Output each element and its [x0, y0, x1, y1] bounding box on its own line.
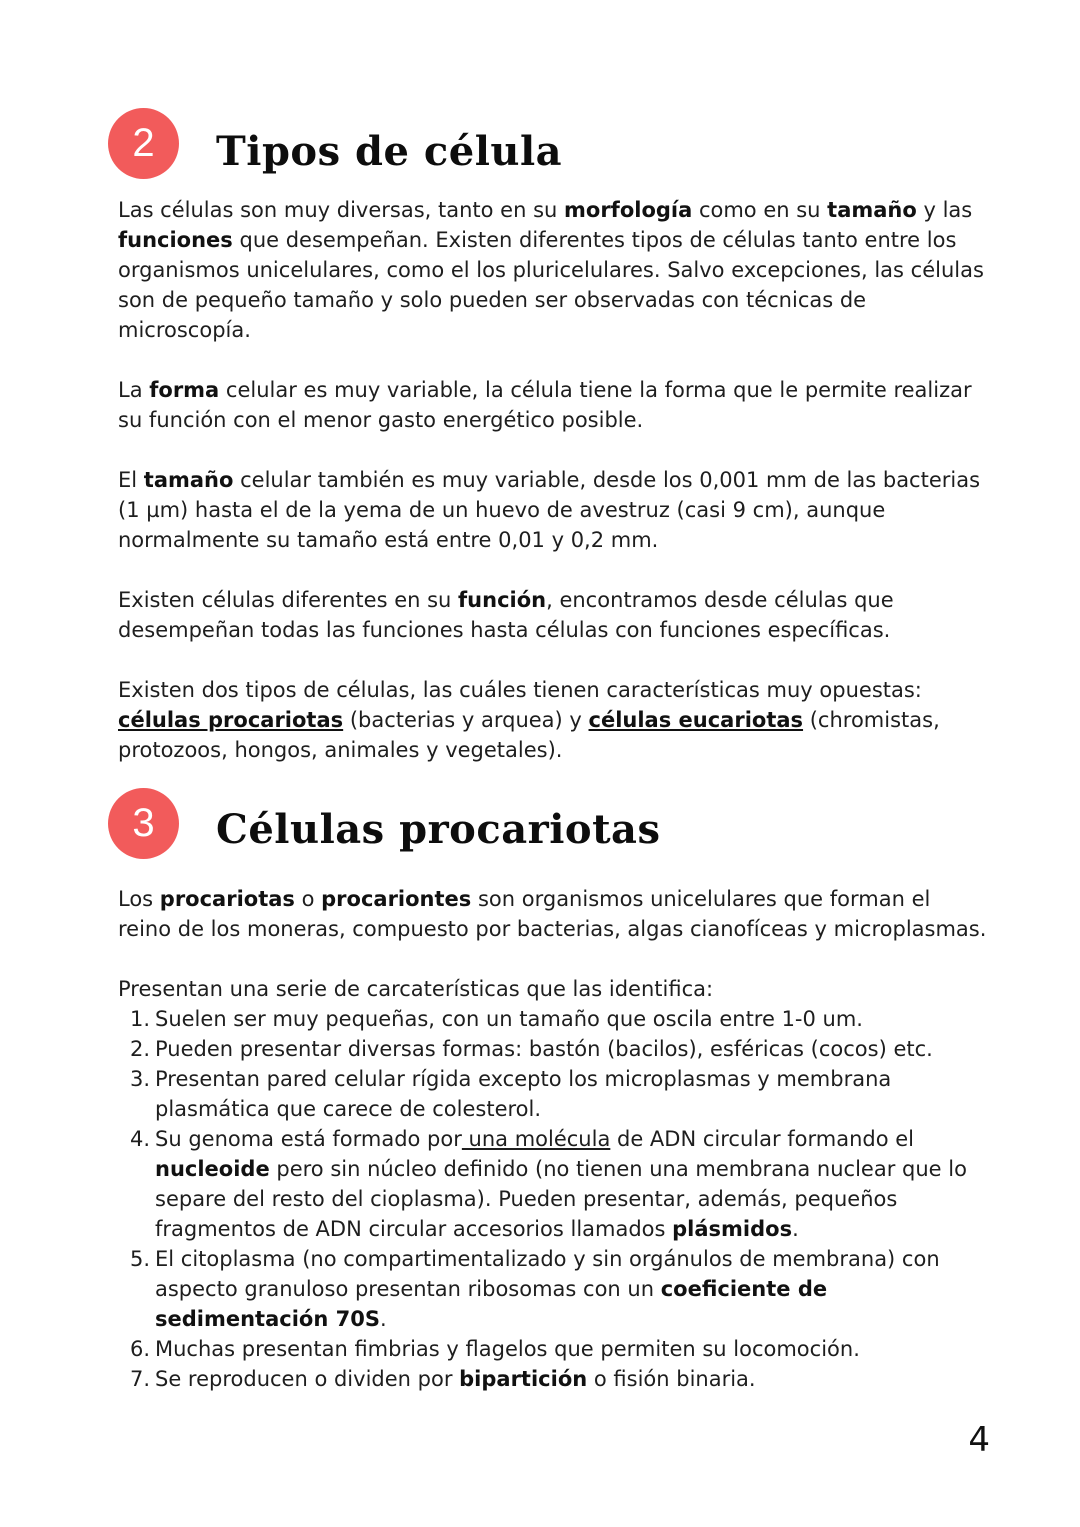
text-run: , encontramos desde células que desempeñan todas las funciones hasta células con funciones específicas.: [118, 588, 894, 642]
section-3-body: [118, 884, 988, 1394]
paragraph: [118, 465, 998, 555]
section-2-body: [118, 195, 998, 765]
section-number-badge: 3: [108, 788, 179, 859]
page-number: 4: [968, 1420, 990, 1460]
list-item: [118, 1064, 988, 1124]
text-run: como en su: [692, 198, 828, 222]
list-item-number: 3.: [130, 1067, 151, 1091]
paragraph: [118, 195, 998, 345]
bold-term: coeficiente de sedimentación 70S: [155, 1277, 828, 1331]
list-item: [118, 1244, 988, 1334]
text-run: Las células son muy diversas, tanto en su: [118, 198, 565, 222]
list-item-number: 7.: [130, 1367, 151, 1391]
bold-term: procariontes: [321, 887, 472, 911]
bold-term: forma: [149, 378, 220, 402]
bold-term: tamaño: [143, 468, 234, 492]
section-title: Tipos de célula: [216, 128, 563, 175]
text-run: Se reproducen o dividen por: [155, 1367, 460, 1391]
paragraph: [118, 884, 988, 944]
text-run: celular también es muy variable, desde los 0,001 mm de las bacterias (1 µm) hasta el de la yema de un huevo de avestruz (casi 9 cm), aunque normalmente su tamaño está entre 0,01 y 0,2 mm.: [118, 468, 981, 552]
text-run: de ADN circular formando el: [610, 1127, 915, 1151]
text-run: o: [294, 887, 322, 911]
text-run: y las: [916, 198, 973, 222]
section-title: Células procariotas: [216, 806, 661, 853]
text-run: Existen células diferentes en su: [118, 588, 459, 612]
text-run: celular es muy variable, la célula tiene la forma que le permite realizar su función con el menor gasto energético posible.: [118, 378, 972, 432]
paragraph: [118, 675, 998, 765]
characteristics-list: [118, 1004, 988, 1394]
text-run: (bacterias y arquea) y: [343, 708, 589, 732]
text-run: Su genoma está formado por: [155, 1127, 462, 1151]
paragraph: [118, 585, 998, 645]
list-item: [118, 1334, 988, 1364]
list-item-number: 5.: [130, 1247, 151, 1271]
text-run: Existen dos tipos de células, las cuáles tienen características muy opuestas:: [118, 678, 922, 702]
list-item-number: 1.: [130, 1007, 151, 1031]
text-run: .: [379, 1307, 387, 1331]
underlined-term: una molécula: [461, 1127, 611, 1151]
list-intro: Presentan una serie de carcaterísticas que las identifica:: [118, 977, 714, 1001]
list-item-number: 4.: [130, 1127, 151, 1151]
bold-term: bipartición: [459, 1367, 588, 1391]
text-run: Presentan pared celular rígida excepto los microplasmas y membrana plasmática que carece de colesterol.: [155, 1067, 892, 1121]
list-item-number: 2.: [130, 1037, 151, 1061]
bold-term: nucleoide: [155, 1157, 270, 1181]
list-item: [118, 1004, 988, 1034]
text-run: (chromistas, protozoos, hongos, animales y vegetales).: [118, 708, 940, 762]
list-item: [118, 1124, 988, 1244]
text-run: Pueden presentar diversas formas: bastón (bacilos), esféricas (cocos) etc.: [155, 1037, 933, 1061]
bold-term: procariotas: [159, 887, 295, 911]
bold-term: plásmidos: [672, 1217, 793, 1241]
text-run: son organismos unicelulares que forman el reino de los moneras, compuesto por bacterias, algas cianofíceas y microplasmas.: [118, 887, 987, 941]
underlined-term: células procariotas: [118, 708, 344, 732]
text-run: que desempeñan. Existen diferentes tipos de células tanto entre los organismos unicelulares, como el los pluricelulares. Salvo excepciones, las células son de pequeño tamaño y solo pueden ser observadas con técnicas de microscopía.: [118, 228, 984, 342]
section-number-badge: 2: [108, 108, 179, 179]
text-run: Muchas presentan fimbrias y flagelos que permiten su locomoción.: [155, 1337, 860, 1361]
bold-term: función: [458, 588, 547, 612]
paragraph: [118, 375, 998, 435]
text-run: pero sin núcleo definido (no tienen una membrana nuclear que lo separe del resto del cioplasma). Pueden presentar, además, pequeños fragmentos de ADN circular accesorios llamados: [155, 1157, 967, 1241]
text-run: El citoplasma (no compartimentalizado y sin orgánulos de membrana) con aspecto granuloso presentan ribosomas con un: [155, 1247, 940, 1301]
bold-term: funciones: [118, 228, 233, 252]
text-run: .: [792, 1217, 799, 1241]
bold-term: morfología: [564, 198, 693, 222]
bold-term: tamaño: [827, 198, 917, 222]
text-run: La: [118, 378, 150, 402]
list-item: [118, 1034, 988, 1064]
list-item: [118, 1364, 988, 1394]
text-run: El: [118, 468, 144, 492]
text-run: o fisión binaria.: [587, 1367, 756, 1391]
list-item-number: 6.: [130, 1337, 151, 1361]
text-run: Suelen ser muy pequeñas, con un tamaño que oscila entre 1-0 um.: [155, 1007, 863, 1031]
text-run: Los: [118, 887, 160, 911]
underlined-term: células eucariotas: [588, 708, 804, 732]
